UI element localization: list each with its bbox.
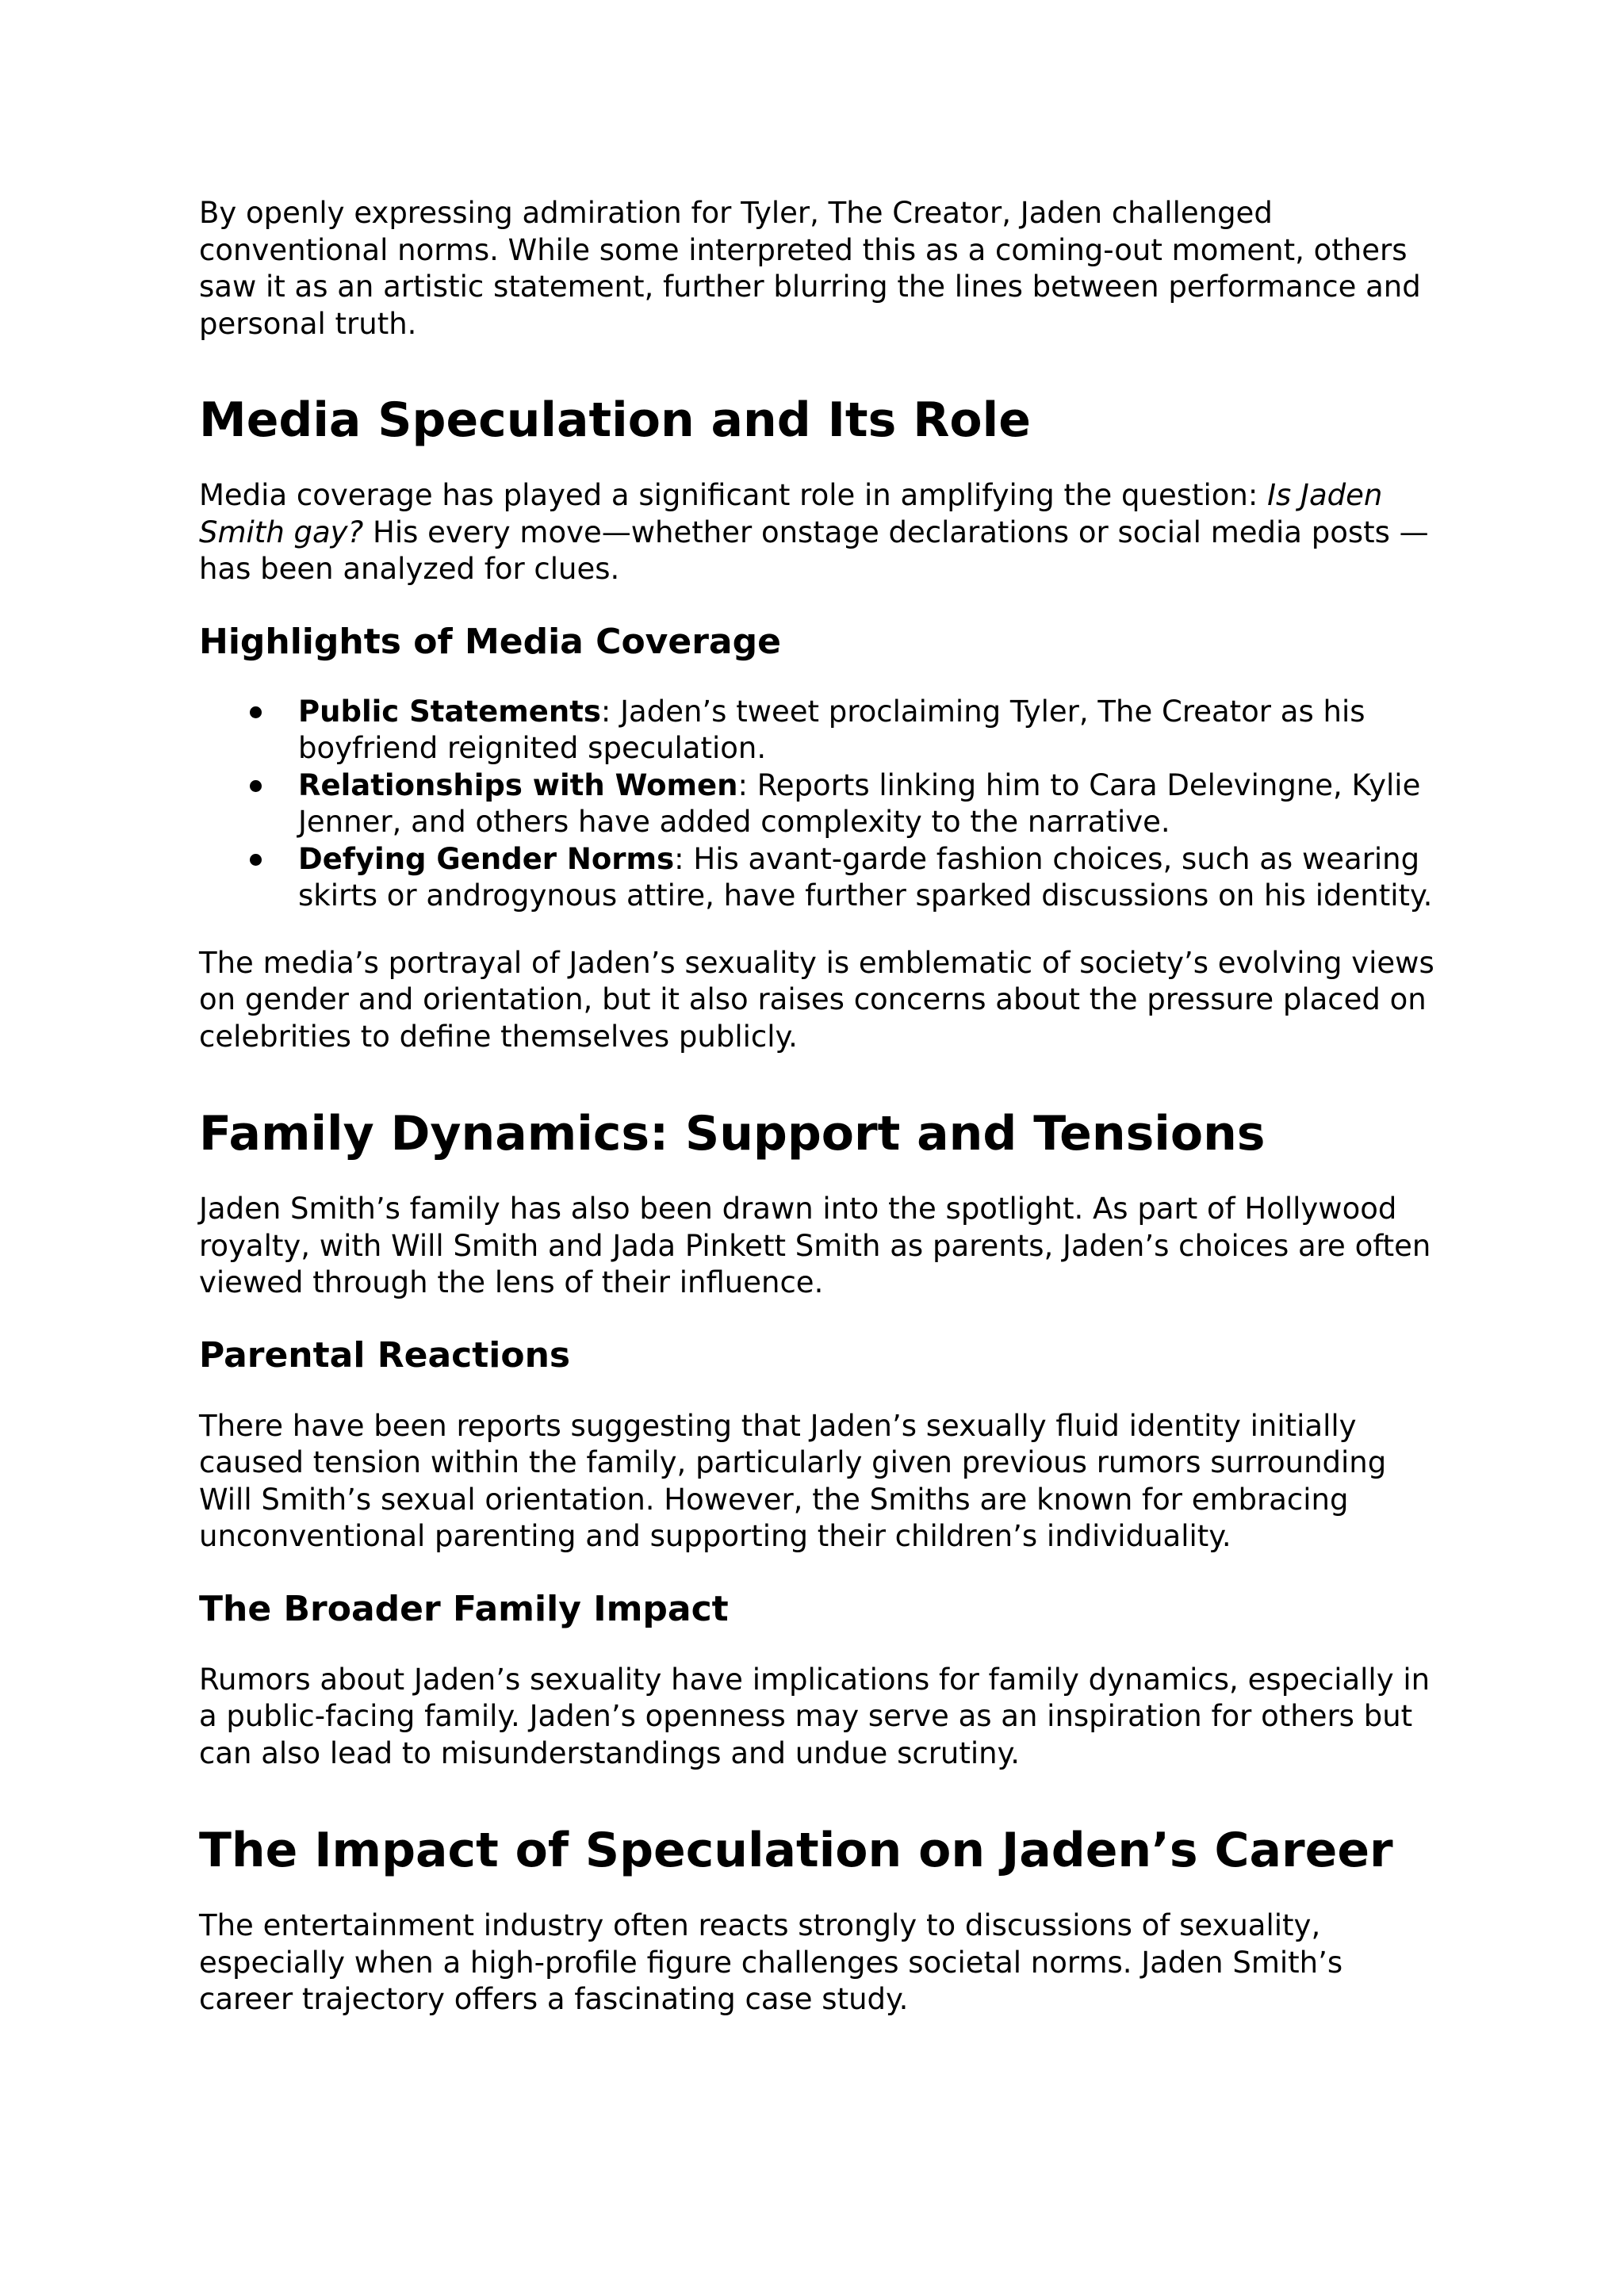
document-page <box>199 195 1444 2019</box>
bullet-icon <box>250 780 262 792</box>
broader-impact-paragraph: Rumors about Jaden’s sexuality have implications for family dynamics, especially in a public-facing family. Jaden’s openness may serve as an inspiration for others but can also lead to misunderstandings and undue scrutiny. <box>199 1662 1431 1770</box>
family-paragraph: Jaden Smith’s family has also been drawn into the spotlight. As part of Hollywood royalty, with Will Smith and Jada Pinkett Smith as parents, Jaden’s choices are often viewed through the lens of their influence. <box>199 1192 1431 1299</box>
media-section-heading: Media Speculation and Its Role <box>199 392 1031 448</box>
media-paragraph-question: Is Jaden Smith gay? <box>199 478 1383 549</box>
media-paragraph-text: Media coverage has played a significant role in amplifying the question: <box>199 478 1268 512</box>
family-section-heading: Family Dynamics: Support and Tensions <box>199 1106 1266 1161</box>
media-paragraph <box>199 477 1444 588</box>
parental-reactions-heading: Parental Reactions <box>199 1334 571 1376</box>
list-item <box>199 767 1444 841</box>
bullet-term: Relationships with Women <box>298 767 738 802</box>
media-paragraph-text-end: His every move—whether onstage declarations or social media posts —has been analyzed for clues. <box>199 515 1429 586</box>
bullet-text: : Reports linking him to Cara Delevingne, Kylie Jenner, and others have added complexity to the narrative. <box>298 767 1421 839</box>
career-paragraph: The entertainment industry often reacts strongly to discussions of sexuality, especially when a high-profile figure challenges societal norms. Jaden Smith’s career trajectory offers a fascinating case study. <box>199 1908 1343 2016</box>
media-closing-paragraph: The media’s portrayal of Jaden’s sexuality is emblematic of society’s evolving views on gender and orientation, but it also raises concerns about the pressure placed on celebrities to define themselves publicly. <box>199 945 1434 1054</box>
list-item <box>199 694 1444 767</box>
bullet-term: Defying Gender Norms <box>298 841 675 876</box>
highlights-heading: Highlights of Media Coverage <box>199 621 781 662</box>
career-section-heading: The Impact of Speculation on Jaden’s Career <box>199 1823 1393 1878</box>
list-item <box>199 841 1444 915</box>
bullet-icon <box>250 706 262 718</box>
bullet-term: Public Statements <box>298 694 601 729</box>
broader-impact-heading: The Broader Family Impact <box>199 1588 729 1629</box>
highlights-list <box>199 694 1444 915</box>
bullet-text: : Jaden’s tweet proclaiming Tyler, The Creator as his boyfriend reignited speculation. <box>298 694 1365 765</box>
intro-paragraph: By openly expressing admiration for Tyler, The Creator, Jaden challenged conventional norms. While some interpreted this as a coming-out moment, others saw it as an artistic statement, further blurring the lines between performance and personal truth. <box>199 196 1421 341</box>
bullet-text: : His avant-garde fashion choices, such as wearing skirts or androgynous attire, have further sparked discussions on his identity. <box>298 841 1433 913</box>
parental-reactions-paragraph: There have been reports suggesting that Jaden’s sexually fluid identity initially caused tension within the family, particularly given previous rumors surrounding Will Smith’s sexual orientation. However, the Smiths are known for embracing unconventional parenting and supporting their children’s individuality. <box>199 1408 1387 1553</box>
bullet-icon <box>250 854 262 866</box>
